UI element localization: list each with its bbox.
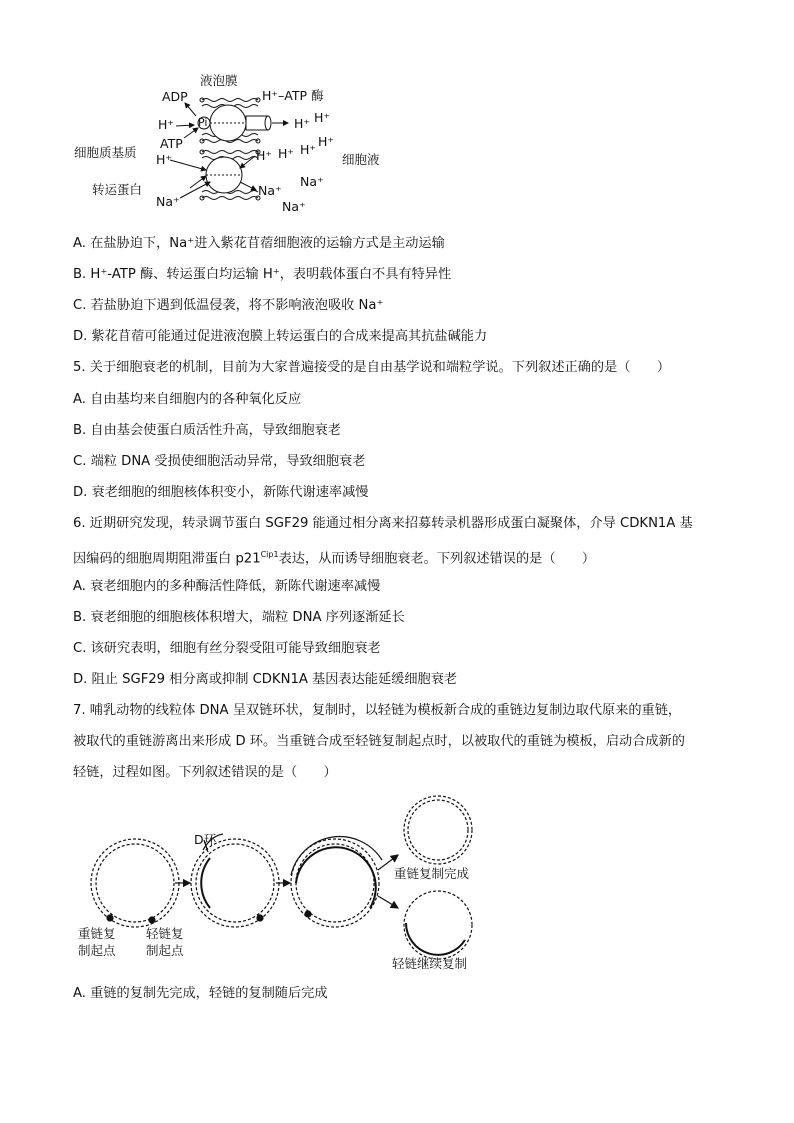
q5-stem: 5. 关于细胞衰老的机制，目前为大家普遍接受的是自由基学说和端粒学说。下列叙述正确的是（ ） (73, 360, 671, 375)
q6-stem-sup: Cip1 (260, 550, 279, 559)
q6-option-d: D. 阻止 SGF29 相分离或抑制 CDKN1A 基因表达能延缓细胞衰老 (73, 672, 458, 687)
q7-stem-line1: 7. 哺乳动物的线粒体 DNA 呈双链环状，复制时，以轻链为模板新合成的重链边复制边取代原来的重链， (73, 703, 682, 718)
figure-vacuole-transport (70, 70, 400, 220)
mtdna-diagram (70, 790, 490, 975)
label-h-plus-3: H⁺ (314, 110, 330, 125)
q5-option-a: A. 自由基均来自细胞内的各种氧化反应 (73, 392, 302, 407)
label-transporter: 转运蛋白 (92, 182, 143, 197)
label-h-plus-1: H⁺ (158, 117, 174, 132)
q7-stem-line2: 被取代的重链游离出来形成 D 环。当重链合成至轻链复制起点时，以被取代的重链为模板，启动合成新的 (73, 734, 685, 749)
label-cytoplasm: 细胞质基质 (74, 145, 137, 160)
label-heavy-done: 重链复制完成 (394, 866, 470, 881)
q7-option-a: A. 重链的复制先完成，轻链的复制随后完成 (73, 986, 328, 1001)
q6-option-c: C. 该研究表明，细胞有丝分裂受阻可能导致细胞衰老 (73, 641, 381, 656)
label-heavy-origin-1: 重链复 (78, 926, 116, 941)
label-pi: Pi (198, 116, 208, 129)
q4-option-c: C. 若盐胁迫下遇到低温侵袭，将不影响液泡吸收 Na⁺ (73, 298, 384, 313)
q4-option-b: B. H⁺-ATP 酶、转运蛋白均运输 H⁺，表明载体蛋白不具有特异性 (73, 267, 452, 282)
q5-option-c: C. 端粒 DNA 受损使细胞活动异常，导致细胞衰老 (73, 454, 366, 469)
q6-option-a: A. 衰老细胞内的多种酶活性降低，新陈代谢速率减慢 (73, 579, 381, 594)
label-h-plus-8: H⁺ (256, 148, 272, 163)
q4-option-a: A. 在盐胁迫下，Na⁺进入紫花苜蓿细胞液的运输方式是主动运输 (73, 236, 445, 251)
label-adp: ADP (162, 89, 188, 104)
q6-stem-line1: 6. 近期研究发现，转录调节蛋白 SGF29 能通过相分离来招募转录机器形成蛋白凝聚体，介导 CDKN1A 基 (73, 516, 693, 531)
label-h-plus-4: H⁺ (156, 152, 172, 167)
label-h-atpase: H⁺–ATP 酶 (262, 88, 324, 103)
label-atp: ATP (160, 136, 183, 151)
q4-option-d: D. 紫花苜蓿可能通过促进液泡膜上转运蛋白的合成来提高其抗盐碱能力 (73, 329, 488, 344)
label-vacuole-membrane: 液泡膜 (200, 73, 238, 88)
label-na-plus-1: Na⁺ (300, 174, 324, 189)
label-h-plus-2: H⁺ (294, 116, 310, 131)
label-heavy-origin-2: 制起点 (78, 943, 116, 958)
label-light-origin-2: 制起点 (146, 943, 184, 958)
q5-option-d: D. 衰老细胞的细胞核体积变小，新陈代谢速率减慢 (73, 485, 369, 500)
q6-stem-line2-b: 表达，从而诱导细胞衰老。下列叙述错误的是（ ） (278, 551, 596, 567)
q5-option-b: B. 自由基会使蛋白质活性升高，导致细胞衰老 (73, 423, 341, 438)
label-cell-sap: 细胞液 (342, 152, 380, 167)
q6-stem-line2 (73, 546, 595, 568)
label-light-continue: 轻链继续复制 (392, 956, 468, 971)
label-h-plus-7: H⁺ (278, 146, 294, 161)
label-na-plus-2: Na⁺ (258, 183, 282, 198)
label-d-loop: D环 (194, 832, 217, 847)
label-na-plus-4: Na⁺ (282, 199, 306, 214)
label-na-plus-3: Na⁺ (156, 194, 180, 209)
q6-stem-line2-a: 因编码的细胞周期阻滞蛋白 p21 (73, 551, 261, 567)
figure-mtdna-replication (70, 790, 490, 975)
label-h-plus-5: H⁺ (318, 134, 334, 149)
label-light-origin-1: 轻链复 (146, 926, 184, 941)
label-h-plus-6: H⁺ (300, 142, 316, 157)
q6-option-b: B. 衰老细胞的细胞核体积增大，端粒 DNA 序列逐渐延长 (73, 610, 405, 625)
q7-stem-line3: 轻链，过程如图。下列叙述错误的是（ ） (73, 765, 337, 780)
